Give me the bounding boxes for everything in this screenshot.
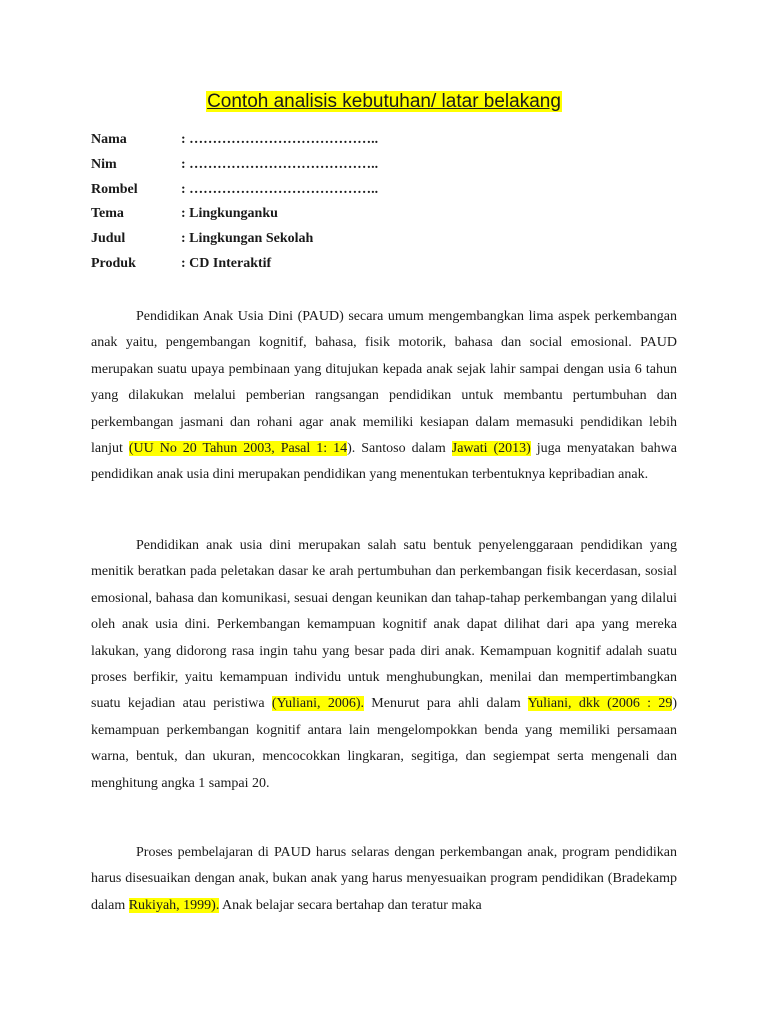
paragraph-1: Pendidikan Anak Usia Dini (PAUD) secara umum mengembangkan lima aspek perkembangan anak yaitu, pengembangan kognitif, bahasa, fisik motorik, bahasa dan social emosional. PAUD merupakan suatu upaya pembinaan yang ditujukan kepada anak sejak lahir sampai dengan usia 6 tahun yang dilakukan melalui pemberian rangsangan pendidikan untuk membantu pertumbuhan dan perkembangan jasmani dan rohani agar anak memiliki kesiapan dalam memasuki pendidikan lebih lanjut (UU No 20 Tahun 2003, Pasal 1: 14). Santoso dalam Jawati (2013) juga menyatakan bahwa pendidikan anak usia dini merupakan pendidikan yang menentukan terbentuknya kepribadian anak.: [91, 309, 677, 483]
meta-value: : …………………………………..: [181, 181, 379, 197]
meta-value: : …………………………………..: [181, 132, 379, 147]
meta-label: Produk: [91, 255, 136, 271]
document-title: Contoh analisis kebutuhan/ latar belakang: [207, 91, 561, 112]
citation-highlight: Rukiyah, 1999).: [128, 897, 220, 913]
citation-highlight: Yuliani, dkk (2006 : 29: [527, 696, 673, 712]
meta-value: : …………………………………..: [181, 156, 379, 172]
meta-row-produk: [91, 252, 378, 277]
meta-row-rombel: [91, 178, 378, 203]
meta-value: : CD Interaktif: [181, 255, 272, 271]
identity-block: [91, 128, 378, 277]
meta-row-nim: [91, 153, 378, 178]
meta-row-nama: [91, 128, 378, 153]
meta-row-judul: [91, 227, 378, 252]
paragraph-2: Pendidikan anak usia dini merupakan salah satu bentuk penyelenggaraan pendidikan yang menitik beratkan pada peletakan dasar ke arah pertumbuhan dan perkembangan fisik kecerdasan, sosial emosional, bahasa dan komunikasi, sesuai dengan keunikan dan tahap-tahap perkembangan yang dilalui oleh anak usia dini. Perkembangan kemampuan kognitif anak dapat dilihat dari apa yang mereka lakukan, yang didorong rasa ingin tahu yang besar pada diri anak. Kemampuan kognitif adalah suatu proses berfikir, yaitu kemampuan individu untuk menghubungkan, menilai dan mempertimbangkan suatu kejadian atau peristiwa (Yuliani, 2006). Menurut para ahli dalam Yuliani, dkk (2006 : 29) kemampuan perkembangan kognitif antara lain mengelompokkan benda yang memiliki persamaan warna, bentuk, dan ukuran, mencocokkan lingkaran, segitiga, dan segiempat serta mengenali dan menghitung angka 1 sampai 20.: [91, 538, 678, 791]
citation-highlight: (Yuliani, 2006).: [271, 696, 364, 712]
meta-label: Judul: [91, 231, 126, 247]
meta-label: Tema: [91, 206, 124, 222]
paragraph-3: Proses pembelajaran di PAUD harus selaras dengan perkembangan anak, program pendidikan harus disesuaikan dengan anak, bukan anak yang harus menyesuaikan program pendidikan (Bradekamp dalam Rukiyah, 1999). Anak belajar secara bertahap dan teratur maka: [91, 845, 677, 913]
citation-highlight: (UU No 20 Tahun 2003, Pasal 1: 14: [128, 441, 348, 457]
meta-value: : Lingkungan Sekolah: [181, 231, 314, 247]
meta-label: Nama: [91, 132, 127, 147]
meta-label: Rombel: [91, 181, 138, 197]
citation-highlight: Jawati (2013): [451, 441, 531, 457]
meta-row-tema: [91, 202, 378, 227]
meta-label: Nim: [91, 156, 117, 172]
meta-value: : Lingkunganku: [181, 206, 278, 222]
